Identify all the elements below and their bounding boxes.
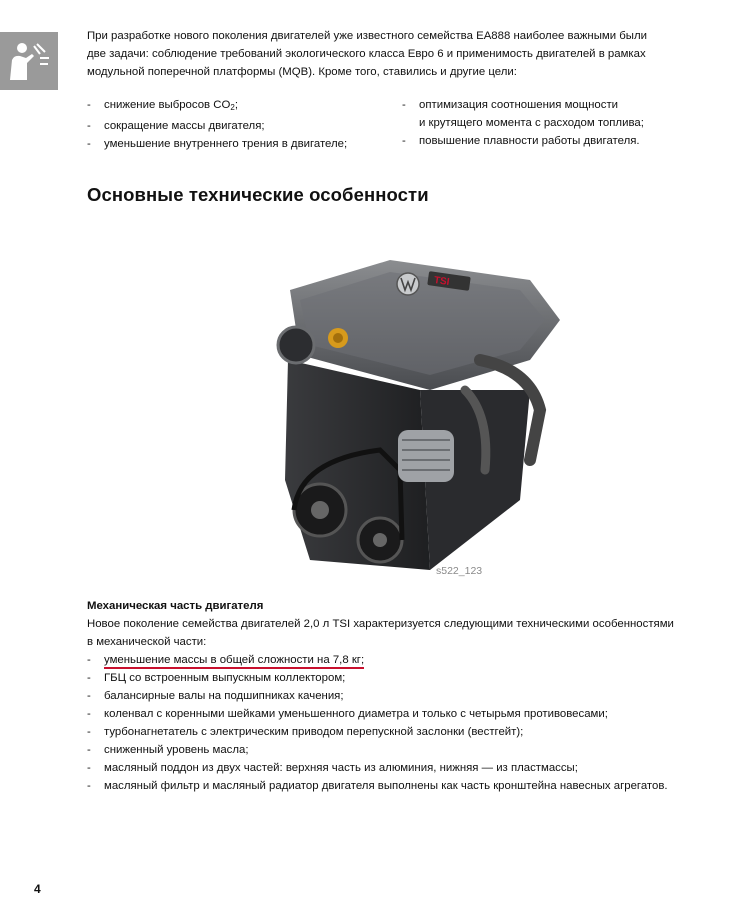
intro-line: две задачи: соблюдение требований экологического класса Евро 6 и применимость двигателей в рамках [87,48,646,60]
section-heading: Основные технические особенности [87,184,429,205]
list-item [87,687,707,705]
goal-continuation: и крутящего момента с расходом топлива; [419,117,644,129]
goal-subscript: 2 [230,103,235,112]
list-item [87,777,707,795]
mechanical-intro-line: в механической части: [87,636,207,648]
page-number: 4 [34,882,41,896]
tsi-badge-text: TSI [433,274,451,289]
goals-left-column [87,96,387,153]
list-item [87,741,707,759]
list-item [87,135,387,153]
bullet-dash: - [87,654,91,666]
list-item [87,759,707,777]
goal-text: оптимизация соотношения мощности [419,99,619,111]
bullet-dash: - [402,135,406,147]
feature-text: турбонагнетатель с электрическим приводом перепускной заслонки (вестгейт); [104,726,524,738]
mechanical-title: Механическая часть двигателя [87,600,264,612]
goal-text: повышение плавности работы двигателя. [419,135,640,147]
goal-text: сокращение массы двигателя; [104,120,265,132]
intro-line: При разработке нового поколения двигателей уже известного семейства EA888 наиболее важными были [87,30,647,42]
bullet-dash: - [87,120,91,132]
goal-text: уменьшение внутреннего трения в двигателе; [104,138,348,150]
feature-text: сниженный уровень масла; [104,744,249,756]
feature-text: ГБЦ со встроенным выпускным коллектором; [104,672,346,684]
list-item [87,705,707,723]
intro-line: модульной поперечной платформы (MQB). Кроме того, ставились и другие цели: [87,66,517,78]
bullet-dash: - [87,690,91,702]
list-item-highlighted [87,651,707,669]
list-item [87,723,707,741]
bullet-dash: - [87,744,91,756]
bullet-dash: - [87,780,91,792]
goal-text: снижение выбросов CO [104,99,231,111]
feature-text: балансирные валы на подшипниках качения; [104,690,344,702]
feature-text: коленвал с коренными шейками уменьшенного диаметра и только с четырьмя противовесами; [104,708,608,720]
list-item [402,132,692,150]
bullet-dash: - [87,762,91,774]
engine-illustration [230,240,588,585]
list-item [87,669,707,687]
bullet-dash: - [87,99,91,111]
hand-reading-icon [0,32,58,90]
goals-right-column [402,96,692,150]
list-item [87,117,387,135]
bullet-dash: - [87,708,91,720]
bullet-dash: - [402,99,406,111]
feature-text: уменьшение массы в общей сложности на 7,8 кг; [104,653,364,669]
mechanical-section [87,597,707,795]
intro-paragraph [87,27,687,81]
list-item [87,96,387,117]
bullet-dash: - [87,672,91,684]
bullet-dash: - [87,138,91,150]
bullet-dash: - [87,726,91,738]
figure-caption: s522_123 [436,565,483,577]
feature-text: масляный фильтр и масляный радиатор двигателя выполнены как часть кронштейна навесных агрегатов. [104,780,668,792]
feature-text: масляный поддон из двух частей: верхняя часть из алюминия, нижняя — из пластмассы; [104,762,578,774]
list-item [402,96,692,114]
feature-list [87,651,707,795]
goal-tail: ; [234,99,238,111]
mechanical-intro-line: Новое поколение семейства двигателей 2,0 л TSI характеризуется следующими техническими особенностями [87,618,674,630]
